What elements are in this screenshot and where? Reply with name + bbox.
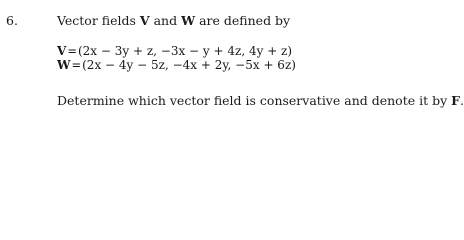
vector-symbol-f: F [451, 93, 460, 108]
definition-w-expression: (2x − 4y − 5z, −4x + 2y, −5x + 6z) [82, 58, 296, 72]
problem-intro [57, 13, 290, 28]
definition-w [57, 58, 296, 72]
intro-pre-text: Vector fields [57, 13, 140, 28]
intro-post-text: are defined by [195, 13, 291, 28]
definition-v-expression: (2x − 3y + z, −3x − y + 4z, 4y + z) [77, 44, 293, 58]
vector-symbol-v: V [139, 13, 150, 28]
question-end: . [460, 93, 464, 108]
definition-w-equals: = [71, 58, 82, 72]
definition-w-symbol: W [57, 58, 71, 72]
definition-v-equals: = [67, 44, 77, 58]
definition-v-symbol: V [57, 44, 67, 58]
vector-symbol-w: W [181, 13, 196, 28]
definition-v [57, 44, 292, 58]
problem-number: 6. [6, 13, 18, 28]
question-text: Determine which vector field is conservative and denote it by [57, 93, 452, 108]
problem-6 [0, 0, 464, 119]
problem-question [57, 93, 464, 108]
intro-mid-text: and [149, 13, 182, 28]
